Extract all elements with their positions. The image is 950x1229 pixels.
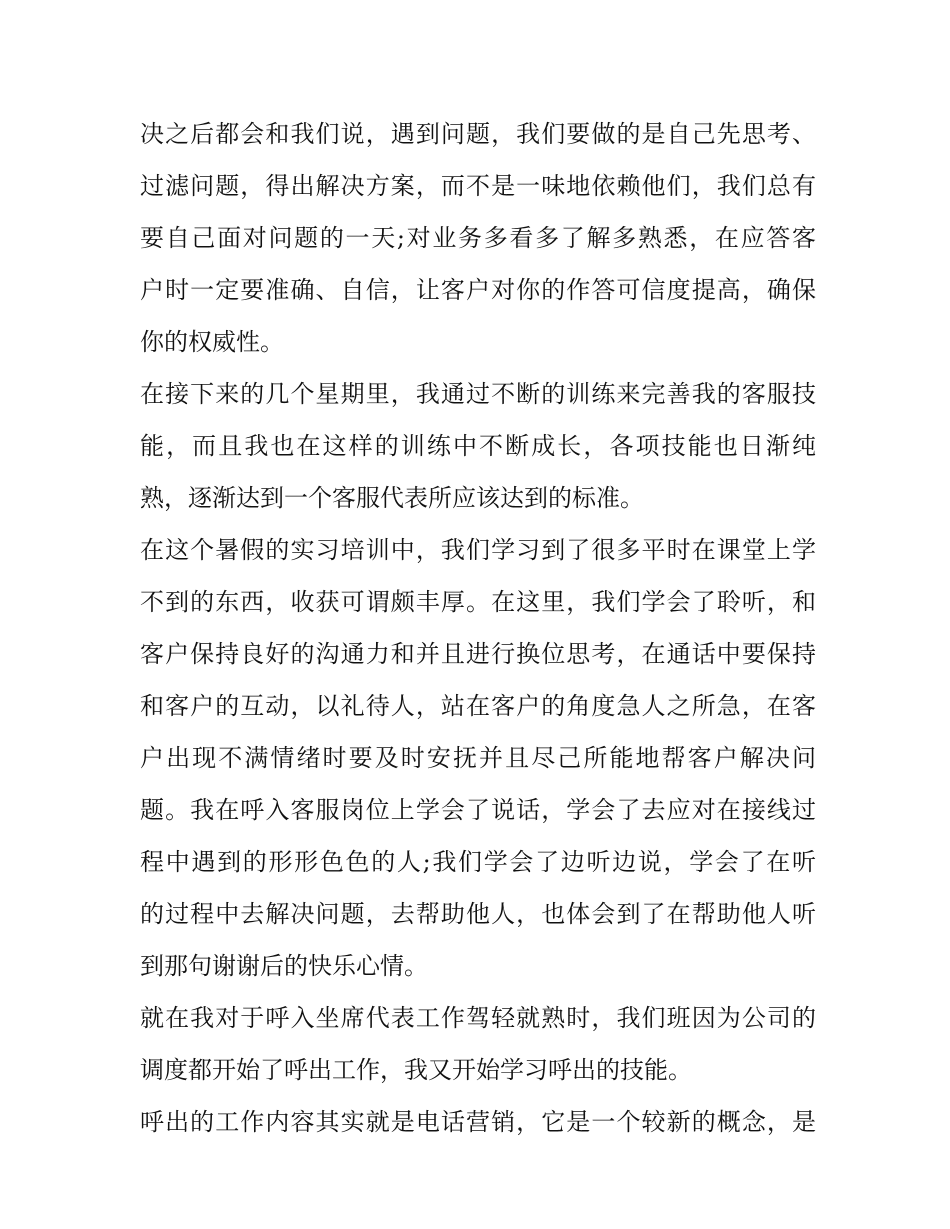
text-line: 和客户的互动，以礼待人，站在客户的角度急人之所急，在客	[140, 692, 816, 720]
text-line: 客户保持良好的沟通力和并且进行换位思考，在通话中要保持	[140, 640, 816, 668]
text-line: 的过程中去解决问题，去帮助他人，也体会到了在帮助他人听	[140, 900, 816, 928]
text-line: 在接下来的几个星期里，我通过不断的训练来完善我的客服技	[140, 380, 816, 408]
text-line: 能，而且我也在这样的训练中不断成长，各项技能也日渐纯	[140, 432, 816, 460]
text-line: 决之后都会和我们说，遇到问题，我们要做的是自己先思考、	[140, 120, 816, 148]
text-line: 不到的东西，收获可谓颇丰厚。在这里，我们学会了聆听，和	[140, 588, 816, 616]
text-line: 呼出的工作内容其实就是电话营销，它是一个较新的概念，是	[140, 1108, 816, 1136]
text-line: 到那句谢谢后的快乐心情。	[140, 952, 428, 980]
text-line: 熟，逐渐达到一个客服代表所应该达到的标准。	[140, 484, 644, 512]
text-line: 在这个暑假的实习培训中，我们学习到了很多平时在课堂上学	[140, 536, 816, 564]
text-line: 过滤问题，得出解决方案，而不是一味地依赖他们，我们总有	[140, 172, 816, 200]
text-line: 你的权威性。	[140, 328, 284, 356]
text-line: 题。我在呼入客服岗位上学会了说话，学会了去应对在接线过	[140, 796, 816, 824]
text-line: 要自己面对问题的一天;对业务多看多了解多熟悉，在应答客	[140, 224, 816, 252]
text-line: 调度都开始了呼出工作，我又开始学习呼出的技能。	[140, 1056, 692, 1084]
text-line: 户出现不满情绪时要及时安抚并且尽己所能地帮客户解决问	[140, 744, 816, 772]
document-body	[140, 108, 816, 1148]
text-line: 程中遇到的形形色色的人;我们学会了边听边说，学会了在听	[140, 848, 816, 876]
text-line: 户时一定要准确、自信，让客户对你的作答可信度提高，确保	[140, 276, 816, 304]
text-line: 就在我对于呼入坐席代表工作驾轻就熟时，我们班因为公司的	[140, 1004, 816, 1032]
